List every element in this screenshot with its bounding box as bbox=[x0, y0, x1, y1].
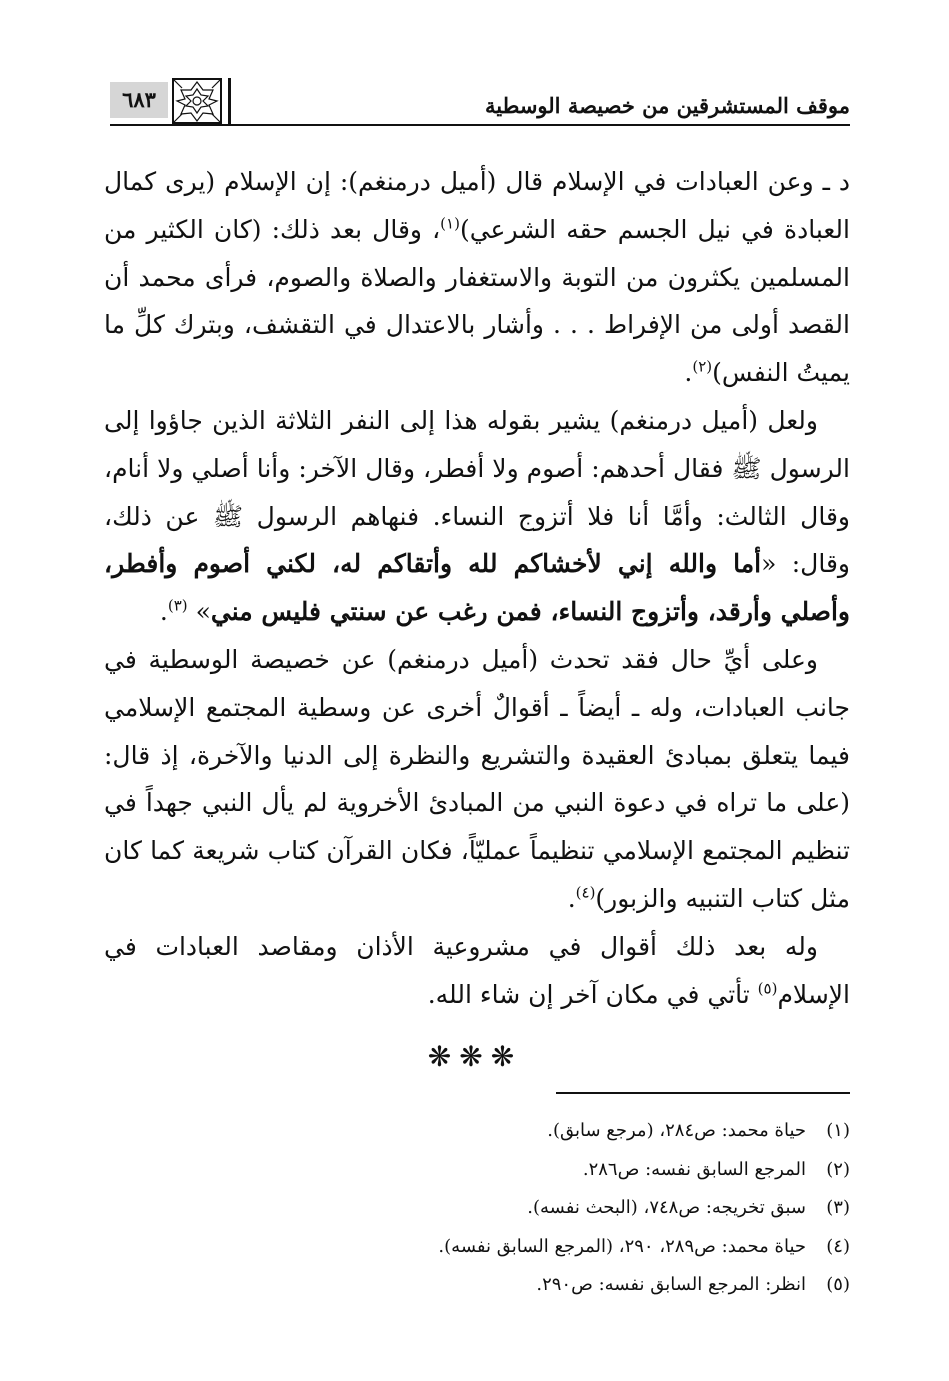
text-run: ولعل (أميل درمنغم) يشير بقوله هذا إلى النفر الثلاثة الذين جاؤوا إلى الرسول ﷺ فقال أحدهم: أصوم ولا أفطر، وقال الآخر: وأنا أصلي ولا أنام، وقال الثالث: وأمَّا أنا فلا أتزوج النساء. فنهاهم الرسول ﷺ عن ذلك، وقال: « bbox=[104, 405, 850, 579]
body-text bbox=[104, 158, 850, 1018]
footnote-rule bbox=[556, 1092, 850, 1094]
footnote bbox=[240, 1189, 850, 1228]
footnote bbox=[240, 1266, 850, 1305]
hadith-quote: أما والله إني لأخشاكم لله وأتقاكم له، لكني أصوم وأفطر، وأصلي وأرقد، وأتزوج النساء، فمن رغب عن سنتي فليس مني bbox=[104, 549, 850, 627]
footnote-text: انظر: المرجع السابق نفسه: ص٢٩٠. bbox=[536, 1274, 806, 1295]
section-divider-stars: ❋❋❋ bbox=[427, 1040, 523, 1073]
header-rule bbox=[110, 124, 850, 126]
footnote-ref: (٢) bbox=[692, 357, 713, 376]
footnote-ref: (٤) bbox=[575, 883, 596, 902]
paragraph-2 bbox=[104, 397, 850, 636]
text-run: » bbox=[187, 597, 211, 627]
text-run: . bbox=[159, 597, 168, 627]
paragraph-3 bbox=[104, 636, 850, 923]
footnote-ref: (٥) bbox=[757, 979, 778, 998]
footnote-ref: (١) bbox=[440, 214, 460, 233]
footnote-number: (٥) bbox=[826, 1274, 850, 1295]
running-title: موقف المستشرقين من خصيصة الوسطية bbox=[485, 93, 850, 118]
footnote-text: المرجع السابق نفسه: ص٢٨٦. bbox=[582, 1158, 806, 1180]
arabesque-ornament-icon bbox=[172, 78, 222, 124]
paragraph-4 bbox=[104, 923, 850, 1019]
footnote-ref: (٣) bbox=[167, 596, 188, 615]
footnote-text: سبق تخريجه: ص٧٤٨، (البحث نفسه). bbox=[527, 1197, 806, 1218]
footnote-number: (٢) bbox=[826, 1158, 850, 1180]
page-number: ٦٨٣ bbox=[110, 82, 168, 118]
footnote bbox=[240, 1112, 850, 1151]
footnote bbox=[240, 1228, 850, 1267]
text-run: وعلى أيِّ حال فقد تحدث (أميل درمنغم) عن خصيصة الوسطية في جانب العبادات، وله ـ أيضاً ـ أقوالٌ أخرى عن وسطية المجتمع الإسلامي فيما يتعلق بمبادئ العقيدة والتشريع والنظرة إلى الدنيا والآخرة، إذ قال: (على ما تراه في دعوة النبي من المبادئ الأخروية لم يأل النبي جهداً في تنظيم المجتمع الإسلامي تنظيماً عمليّاً، فكان القرآن كتاب شريعة كما كان مثل كتاب التنبيه والزبور) bbox=[104, 644, 850, 913]
footnote-text: حياة محمد: ص٢٨٤، (مرجع سابق). bbox=[547, 1120, 806, 1141]
running-header bbox=[110, 70, 850, 126]
footnote-number: (٤) bbox=[826, 1235, 850, 1257]
header-separator bbox=[228, 78, 231, 126]
text-run: . bbox=[567, 883, 576, 913]
paragraph-1 bbox=[104, 158, 850, 397]
footnote-number: (١) bbox=[826, 1120, 850, 1141]
text-run: وله بعد ذلك أقوال في مشروعية الأذان ومقاصد العبادات في الإسلام bbox=[104, 931, 850, 1009]
footnote-text: حياة محمد: ص٢٨٩، ٢٩٠، (المرجع السابق نفسه). bbox=[438, 1235, 806, 1257]
footnote-number: (٣) bbox=[826, 1197, 850, 1218]
text-run: تأتي في مكان آخر إن شاء الله. bbox=[427, 979, 758, 1009]
text-run: . bbox=[684, 358, 693, 388]
text-run: ، وقال بعد ذلك: (كان الكثير من المسلمين يكثرون من التوبة والاستغفار والصلاة والصوم، فرأى محمد أن القصد أولى من الإفراط . . . وأشار بالاعتدال في التقشف، وبترك كلِّ ما يميتُ النفس) bbox=[104, 214, 850, 388]
text-run: د ـ وعن العبادات في الإسلام قال (أميل درمنغم): إن الإسلام (يرى كمال العبادة في نيل الجسم حقه الشرعي) bbox=[104, 167, 850, 244]
footnotes bbox=[240, 1112, 850, 1305]
footnote bbox=[240, 1151, 850, 1190]
